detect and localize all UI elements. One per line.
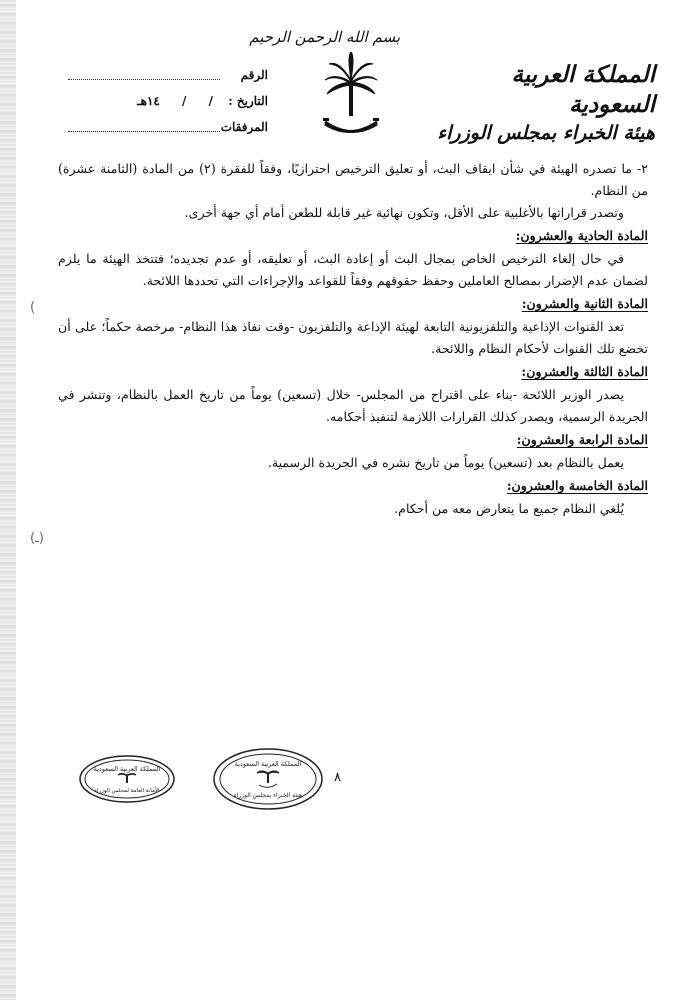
scan-shadow-edge: [0, 0, 16, 1000]
margin-mark-1: (: [30, 300, 36, 315]
palm-and-swords-emblem-icon: [321, 52, 381, 142]
seal-stamp-left: [78, 754, 176, 804]
article-24-title: المادة الرابعة والعشرون:: [516, 432, 648, 447]
margin-mark-2: (ـ): [30, 531, 44, 546]
stamp-right-title: المملكة العربية السعودية: [234, 760, 302, 768]
article-22-text: تعد القنوات الإذاعية والتلفزيونية التابعة لهيئة الإذاعة والتلفزيون -وقت نفاذ هذا النظام- مرخصة حكماً؛ على أن تخضع تلك القنوات لأحكام النظام واللائحة.: [58, 319, 648, 356]
stamp-left-title: المملكة العربية السعودية: [93, 765, 161, 773]
date-label: التاريخ :: [228, 94, 268, 108]
article-22-title: المادة الثانية والعشرون:: [521, 296, 648, 311]
org-name-line2: هيئة الخبراء بمجلس الوزراء: [437, 122, 655, 144]
date-row: [68, 94, 268, 120]
reference-fields: [68, 68, 268, 146]
attachments-field-line: [68, 131, 220, 132]
stamp-right-subtitle: هيئة الخبراء بمجلس الوزراء: [233, 792, 303, 799]
document-body: [58, 158, 648, 520]
paragraph-decisions: وتصدر قراراتها بالأغلبية على الأقل، وتكون نهائية غير قابلة للطعن أمام أي جهة أخرى.: [184, 205, 624, 220]
article-23-text: يصدر الوزير اللائحة -بناء على اقتراح من المجلس- خلال (تسعين) يوماً من تاريخ العمل بالنظام، وتنشر في الجريدة الرسمية، ويصدر كذلك القرارات اللازمة لتنفيذ أحكامه.: [58, 387, 648, 424]
article-24-text: يعمل بالنظام بعد (تسعين) يوماً من تاريخ نشره في الجريدة الرسمية.: [267, 455, 624, 470]
article-25-text: يُلغي النظام جميع ما يتعارض معه من أحكام.: [394, 501, 624, 516]
article-23-title: المادة الثالثة والعشرون:: [521, 364, 648, 379]
article-21-title: المادة الحادية والعشرون:: [515, 228, 648, 243]
paragraph-item-2: ٢- ما تصدره الهيئة في شأن ايقاف البث، أو تعليق الترخيص احترازيًا، وفقاً للفقرة (٢) من المادة (الثامنة عشرة) من النظام.: [58, 161, 648, 198]
emblem-mini-icon: [118, 774, 136, 784]
number-field-line: [68, 79, 220, 80]
article-25-title: المادة الخامسة والعشرون:: [506, 478, 648, 493]
letterhead-organization: [425, 60, 655, 146]
basmala: بسم الله الرحمن الرحيم: [249, 28, 400, 46]
attachments-row: [68, 120, 268, 146]
page-number: ٨: [334, 770, 341, 785]
attachments-label: المرفقات: [220, 120, 268, 134]
number-label: الرقم: [240, 68, 268, 82]
emblem-mini-icon: [257, 771, 279, 787]
article-21-text: في حال إلغاء الترخيص الخاص بمجال البث أو إعادة البث، أو تعليقه، أو عدم تجديده؛ فتتخذ الهيئة ما يلزم لضمان عدم الإضرار بمصالح العاملين وحفظ حقوقهم وفقاً للقواعد والإجراءات التي تحددها اللائحة.: [58, 251, 648, 288]
stamp-left-subtitle: الأمانة العامة لمجلس الوزراء: [94, 788, 160, 794]
date-value: / / ١٤هـ: [137, 94, 213, 108]
seal-stamp-right: [212, 747, 324, 811]
number-row: [68, 68, 268, 94]
org-name-line1: المملكة العربية السعودية: [511, 61, 655, 118]
